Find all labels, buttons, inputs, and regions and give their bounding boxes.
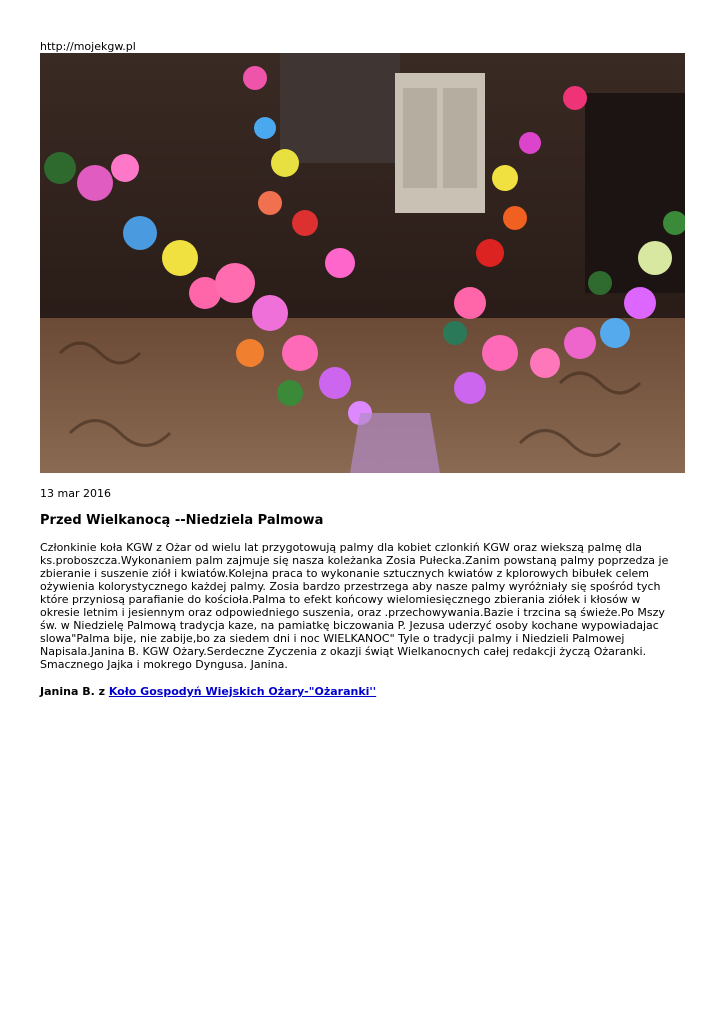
organization-link[interactable]: Koło Gospodyń Wiejskich Ożary-"Ożaranki'' <box>108 685 377 698</box>
body-line: zbieranie i suszenie ziół i kwiatów.Kolejna praca to wykonanie sztucznych kwiatów z kplorowych bibułek celem <box>40 567 650 580</box>
author-prefix: Janina B. z <box>40 685 109 698</box>
body-line: Smacznego Jajka i mokrego Dyngusa. Janina. <box>40 658 288 671</box>
article-date: 13 mar 2016 <box>40 487 111 500</box>
article-body <box>40 541 690 671</box>
page-url: http://mojekgw.pl <box>40 40 136 53</box>
body-line: które przyniosą parafianie do kościoła.Palma to efekt końcowy wielomiesięcznego zbierania ziółek i kłosów w <box>40 593 641 606</box>
body-line: ożywienia kolorystycznego każdej palmy. Zosia bardzo przestrzega aby nasze palmy wyróżniały się spośród tych <box>40 580 661 593</box>
palm-photo <box>40 53 685 473</box>
body-line: Członkinie koła KGW z Ożar od wielu lat przygotowują palmy dla kobiet czlonkiń KGW oraz wiekszą palmę dla <box>40 541 643 554</box>
author-line <box>40 685 376 698</box>
body-line: slowa"Palma bije, nie zabije,bo za siedem dni i noc WIELKANOC" Tyle o tradycji palmy i Niedzieli Palmowej <box>40 632 625 645</box>
body-line: ks.proboszcza.Wykonaniem palm zajmuje się nasza koleżanka Zosia Pułecka.Zanim powstaną palmy poprzedza je <box>40 554 669 567</box>
article-title: Przed Wielkanocą --Niedziela Palmowa <box>40 513 324 528</box>
body-line: św. w Niedzielę Palmową tradycja kaze, na pamiatkę biczowania P. Jezusa uderzyć osoby kochane wypowiadajac <box>40 619 659 632</box>
body-line: Napisala.Janina B. KGW Ożary.Serdeczne Zyczenia z okazji świąt Wielkanocnych całej redakcji życzą Ożaranki. <box>40 645 647 658</box>
body-line: okresie letnim i jesiennym oraz odpowiedniego suszenia, oraz .przechowywania.Bazie i trzcina są świeże.Po Mszy <box>40 606 665 619</box>
